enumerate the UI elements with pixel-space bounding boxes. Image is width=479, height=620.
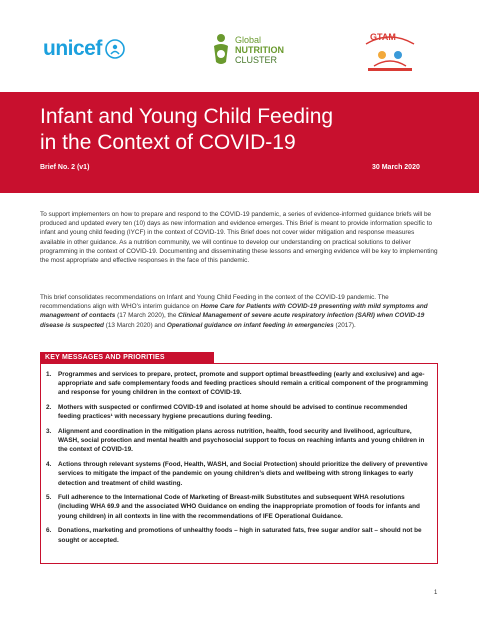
gtam-wordmark: GTAM — [370, 32, 396, 42]
key-message-item — [46, 370, 431, 398]
gtam-underline — [368, 68, 412, 71]
brief-date: 30 March 2020 — [372, 164, 420, 171]
key-message-item — [46, 493, 431, 521]
unicef-wordmark: unicef — [43, 37, 102, 60]
key-messages-heading: KEY MESSAGES AND PRIORITIES — [45, 354, 165, 361]
p2-text-g: (2017). — [333, 321, 356, 329]
key-message-number: 4. — [46, 461, 52, 469]
gtam-logo — [360, 30, 420, 76]
global-nutrition-cluster-logo — [210, 32, 284, 68]
title-line-1: Infant and Young Child Feeding — [40, 105, 334, 128]
p2-text-a: This brief consolidates recommendations on Infant and Young Child Feeding in the context of the COVID-19 pandemic. The recommendations align with WHO’s interim guidance on — [40, 294, 389, 311]
intro-paragraph-1: To support implementers on how to prepare and respond to the COVID-19 pandemic, a series of evidence-informed guidance briefs will be produced and updated every ten (10) days as new information and evidence emerges. This Brief is meant to provide information specific to infant and young child feeding (IYCF) in the context of COVID-19. This Brief does not cover wider mitigation and response measures available in other guidance. As a nutrition community, we will continue to develop our understanding on practical solutions to deliver programming in the context of COVID-19. Documenting and disseminating these lessons and emerging evidence will be key to implementing the most appropriate and effective responses in the face of this pandemic. — [40, 211, 438, 265]
gnc-line-2: NUTRITION — [235, 45, 284, 55]
key-message-number: 3. — [46, 428, 52, 436]
key-message-item — [46, 526, 431, 544]
key-message-item — [46, 427, 431, 455]
key-message-item — [46, 460, 431, 488]
key-message-text: Programmes and services to prepare, protect, promote and support optimal breastfeeding (early and exclusive) and age-appropriate and safe complementary foods and feeding practices should remain a critical component of the programming and response for young children in the context of COVID-19. — [58, 371, 429, 397]
key-message-number: 5. — [46, 494, 52, 502]
nutrition-cluster-emblem-icon — [210, 32, 232, 68]
p2-ref-operational-guidance: Operational guidance on infant feeding in emergencies — [166, 321, 334, 329]
p2-text-e: (13 March 2020) and — [103, 321, 167, 329]
gnc-line-3: CLUSTER — [235, 55, 278, 65]
key-message-number: 1. — [46, 371, 52, 378]
key-message-text: Alignment and coordination in the mitigation plans across nutrition, health, food security and livelihood, agriculture, WASH, social protection and mental health and psychosocial support to focus on reaching infants and young children in the context of COVID-19. — [58, 428, 425, 454]
intro-paragraph-2 — [40, 293, 440, 330]
key-message-number: 6. — [46, 527, 52, 535]
gnc-line-1: Global — [235, 35, 262, 45]
key-message-number: 2. — [46, 404, 52, 412]
logo-bar — [0, 0, 479, 90]
key-messages-list — [46, 370, 431, 550]
key-message-text: Mothers with suspected or confirmed COVID-19 and isolated at home should be advised to continue recommended feeding practices¹ with necessary hygiene precautions during feeding. — [58, 404, 408, 421]
p2-ref-home-care: Home Care for Patients with COVID-19 presenting with mild symptoms and management of contacts — [40, 303, 428, 320]
key-message-item — [46, 403, 431, 421]
page-number: 1 — [434, 590, 438, 596]
key-message-text: Donations, marketing and promotions of unhealthy foods – high in saturated fats, free sugar and/or salt – should not be sought or accepted. — [58, 527, 422, 544]
unicef-emblem-icon — [105, 39, 125, 59]
unicef-logo — [43, 37, 125, 61]
p2-text-c: (17 March 2020), the — [115, 312, 179, 320]
key-message-text: Actions through relevant systems (Food, Health, WASH, and Social Protection) should prioritize the delivery of preventive services to mitigate the impact of the pandemic on young children’s diets and wellbeing with strong linkages to early detection and treatment of child wasting. — [58, 461, 428, 487]
p2-ref-clinical-management: Clinical Management of severe acute respiratory infection (SARI) when COVID-19 disease is suspected — [40, 312, 425, 329]
page-title — [40, 104, 440, 156]
brief-number: Brief No. 2 (v1) — [40, 164, 90, 171]
title-line-2: in the Context of COVID-19 — [40, 131, 296, 154]
key-message-text: Full adherence to the International Code of Marketing of Breast-milk Substitutes and subsequent WHA resolutions (including WHA 69.9 and the associated WHO Guidance on ending the inappropriate promotion of foods for infants and young children) in all contexts in line with the recommendations of IFE Operational Guidance. — [58, 494, 420, 520]
